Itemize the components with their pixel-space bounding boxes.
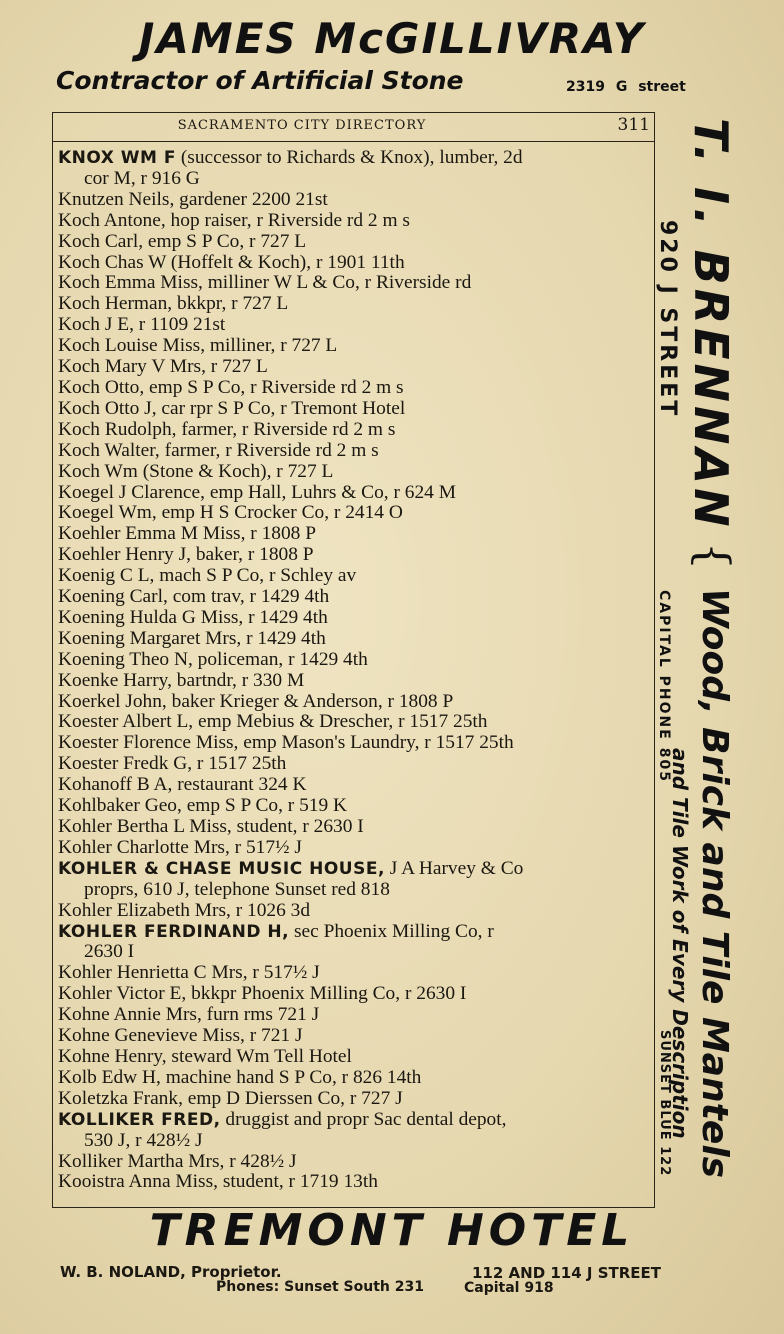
entry-text: Koester Florence Miss, emp Mason's Laundry, r 1517 25th: [58, 732, 514, 754]
footer-ad-address: 112 AND 114 J STREET: [472, 1264, 662, 1282]
entry-text: Koletzka Frank, emp D Dierssen Co, r 727 J: [58, 1087, 403, 1109]
entry-text: Kohne Henry, steward Wm Tell Hotel: [58, 1045, 352, 1067]
directory-entry: [58, 922, 652, 943]
entry-text: Koch J E, r 1109 21st: [58, 314, 226, 336]
advertiser-address: 2319 G street: [566, 79, 686, 95]
directory-entry: [58, 754, 652, 775]
side-ad-line2: and Tile Work of Every Description: [668, 748, 692, 1139]
entry-text: Koegel J Clarence, emp Hall, Luhrs & Co, r 624 M: [58, 481, 456, 503]
directory-entry: [58, 1026, 652, 1047]
entry-text: Koehler Henry J, baker, r 1808 P: [58, 544, 314, 566]
entry-text: Koerkel John, baker Krieger & Anderson, r 1808 P: [58, 690, 454, 712]
directory-entry: [58, 315, 652, 336]
entry-text: J A Harvey & Co: [384, 857, 524, 879]
directory-entry: [58, 253, 652, 274]
directory-entry: [58, 483, 652, 504]
entry-text: Koch Otto J, car rpr S P Co, r Tremont Hotel: [58, 397, 406, 419]
entry-bold-name: KOLLIKER FRED,: [58, 1109, 221, 1130]
entry-text: Koegel Wm, emp H S Crocker Co, r 2414 O: [58, 502, 403, 524]
directory-entry: [58, 462, 652, 483]
entry-text: Kohler Victor E, bkkpr Phoenix Milling Co, r 2630 I: [58, 983, 467, 1005]
entry-text: Kolliker Martha Mrs, r 428½ J: [58, 1150, 297, 1172]
directory-entry: [58, 503, 652, 524]
directory-entry: [58, 817, 652, 838]
directory-entry: [58, 984, 652, 1005]
entry-text: Koch Wm (Stone & Koch), r 727 L: [58, 460, 334, 482]
entry-bold-name: KNOX WM F: [58, 148, 176, 168]
directory-entry: [58, 1005, 652, 1026]
entry-text: Koester Albert L, emp Mebius & Drescher, r 1517 25th: [58, 711, 488, 733]
entry-text: Kohne Annie Mrs, furn rms 721 J: [58, 1004, 320, 1026]
entry-text: Koenig C L, mach S P Co, r Schley av: [58, 565, 357, 587]
side-ad-street: 920 J STREET: [655, 220, 680, 419]
directory-entry: [58, 524, 652, 545]
entry-text: Koch Antone, hop raiser, r Riverside rd 2 m s: [58, 209, 410, 231]
entry-text: Kohlbaker Geo, emp S P Co, r 519 K: [58, 795, 348, 817]
entry-text: Kohler Elizabeth Mrs, r 1026 3d: [58, 899, 311, 921]
entry-text: druggist and propr Sac dental depot,: [220, 1108, 507, 1130]
directory-entry: [58, 420, 652, 441]
entry-text: Kohler Henrietta C Mrs, r 517½ J: [58, 962, 320, 984]
directory-entry: [58, 1089, 652, 1110]
entry-text: (successor to Richards & Knox), lumber, 2d: [175, 147, 523, 168]
directory-entry: [58, 650, 652, 671]
entry-text: Koch Carl, emp S P Co, r 727 L: [58, 230, 307, 252]
directory-entry: [58, 963, 652, 984]
entry-text: Koening Carl, com trav, r 1429 4th: [58, 586, 330, 608]
side-ad-capital-phone: CAPITAL PHONE 805: [656, 590, 672, 783]
entry-text: Koch Emma Miss, milliner W L & Co, r Riverside rd: [58, 272, 472, 294]
directory-entry: [58, 671, 652, 692]
advertiser-name: JAMES McGILLIVRAY: [138, 14, 646, 63]
directory-entry: [58, 1068, 652, 1089]
entry-bold-name: KOHLER FERDINAND H,: [58, 921, 290, 942]
directory-entry: [58, 901, 652, 922]
directory-entry: [58, 441, 652, 462]
entry-text: Kolb Edw H, machine hand S P Co, r 826 14th: [58, 1066, 422, 1088]
entry-continuation: [58, 942, 652, 963]
directory-entry: [58, 1172, 652, 1193]
entry-continuation: [58, 880, 652, 901]
entry-text: Kohanoff B A, restaurant 324 K: [58, 774, 307, 796]
entry-text: Koenke Harry, bartndr, r 330 M: [58, 669, 305, 691]
directory-entry: [58, 190, 652, 211]
directory-entry: [58, 294, 652, 315]
directory-entry: [58, 399, 652, 420]
directory-entry: [58, 1152, 652, 1173]
entry-text: Koch Walter, farmer, r Riverside rd 2 m s: [58, 439, 379, 461]
entry-text: Koch Mary V Mrs, r 727 L: [58, 356, 268, 378]
entry-continuation: [58, 1131, 652, 1152]
entry-text: Koehler Emma M Miss, r 1808 P: [58, 523, 316, 545]
header-divider: [52, 141, 655, 142]
entry-continuation-text: 2630 I: [84, 941, 135, 963]
entry-text: Koch Herman, bkkpr, r 727 L: [58, 293, 289, 315]
entry-text: Koester Fredk G, r 1517 25th: [58, 753, 287, 775]
footer-ad-name: TREMONT HOTEL: [149, 1205, 635, 1256]
entry-text: Koch Louise Miss, milliner, r 727 L: [58, 335, 338, 357]
directory-entry: [58, 357, 652, 378]
directory-entry: [58, 608, 652, 629]
entry-text: Koening Theo N, policeman, r 1429 4th: [58, 648, 368, 670]
directory-entry: [58, 545, 652, 566]
directory-entry: [58, 712, 652, 733]
entry-continuation-text: cor M, r 916 G: [84, 167, 200, 189]
entry-bold-name: KOHLER & CHASE MUSIC HOUSE,: [58, 858, 385, 879]
entry-text: Kohne Genevieve Miss, r 721 J: [58, 1025, 303, 1047]
page-number: 311: [617, 115, 650, 135]
entry-text: sec Phoenix Milling Co, r: [289, 920, 494, 942]
directory-entry: [58, 378, 652, 399]
directory-entry: [58, 1047, 652, 1068]
entry-continuation-text: 530 J, r 428½ J: [84, 1129, 203, 1151]
directory-entry: [58, 692, 652, 713]
directory-entries: [58, 148, 652, 1193]
entry-text: Koch Chas W (Hoffelt & Koch), r 1901 11th: [58, 251, 405, 273]
entry-continuation-text: proprs, 610 J, telephone Sunset red 818: [84, 878, 390, 900]
running-header: SACRAMENTO CITY DIRECTORY: [177, 118, 427, 133]
entry-text: Kohler Bertha L Miss, student, r 2630 I: [58, 816, 364, 837]
directory-entry: [58, 336, 652, 357]
directory-entry: [58, 796, 652, 817]
side-ad-sunset-phone: SUNSET BLUE 122: [657, 1030, 672, 1177]
directory-entry: [58, 733, 652, 754]
directory-entry: [58, 587, 652, 608]
footer-ad-phones: Phones: Sunset South 231: [216, 1279, 424, 1295]
directory-entry: [58, 211, 652, 232]
entry-text: Koening Margaret Mrs, r 1429 4th: [58, 627, 326, 649]
directory-entry: [58, 148, 652, 169]
entry-text: Knutzen Neils, gardener 2200 21st: [58, 188, 328, 210]
directory-entry: [58, 566, 652, 587]
directory-entry: [58, 775, 652, 796]
directory-entry: [58, 629, 652, 650]
side-ad-name: T. I. BRENNAN: [684, 118, 738, 531]
directory-entry: [58, 232, 652, 253]
entry-text: Koch Otto, emp S P Co, r Riverside rd 2 m s: [58, 376, 404, 398]
directory-entry: [58, 1110, 652, 1131]
side-ad-brace: {: [687, 542, 738, 570]
entry-continuation: [58, 169, 652, 190]
directory-entry: [58, 273, 652, 294]
entry-text: Koening Hulda G Miss, r 1429 4th: [58, 606, 328, 628]
entry-text: Kooistra Anna Miss, student, r 1719 13th: [58, 1171, 378, 1193]
side-ad-line1: Wood, Brick and Tile Mantels: [694, 588, 735, 1179]
footer-ad-proprietor: W. B. NOLAND, Proprietor.: [60, 1263, 282, 1281]
advertiser-subtitle: Contractor of Artificial Stone: [56, 66, 464, 95]
directory-entry: [58, 859, 652, 880]
directory-entry: [58, 838, 652, 859]
entry-text: Kohler Charlotte Mrs, r 517½ J: [58, 836, 302, 858]
footer-ad-capital: Capital 918: [464, 1280, 554, 1296]
entry-text: Koch Rudolph, farmer, r Riverside rd 2 m s: [58, 418, 396, 440]
